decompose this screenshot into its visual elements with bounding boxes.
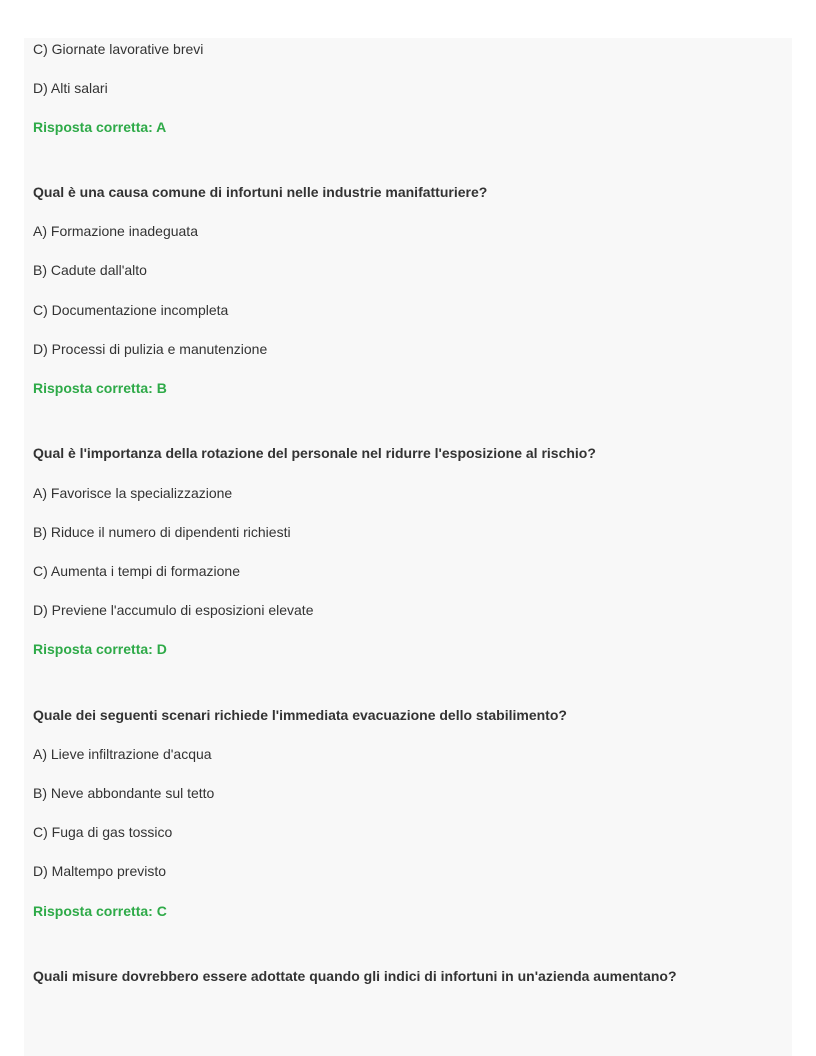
- question-text: Qual è l'importanza della rotazione del personale nel ridurre l'esposizione al rischio?: [33, 445, 596, 461]
- correct-answer: Risposta corretta: A: [33, 119, 167, 135]
- option-d: D) Previene l'accumulo di esposizioni elevate: [33, 602, 314, 618]
- option-c: C) Aumenta i tempi di formazione: [33, 563, 240, 579]
- correct-answer: Risposta corretta: B: [33, 380, 167, 396]
- option-d: D) Maltempo previsto: [33, 863, 167, 879]
- option-a: A) Formazione inadeguata: [33, 223, 198, 239]
- option-c: C) Fuga di gas tossico: [33, 824, 173, 840]
- option-a: A) Lieve infiltrazione d'acqua: [33, 746, 212, 762]
- option-b: B) Neve abbondante sul tetto: [33, 785, 215, 801]
- question-text: Quali misure dovrebbero essere adottate quando gli indici di infortuni in un'azienda aumentano?: [33, 968, 677, 984]
- correct-answer: Risposta corretta: C: [33, 903, 167, 919]
- option-c: C) Giornate lavorative brevi: [33, 41, 204, 57]
- option-a: A) Favorisce la specializzazione: [33, 485, 233, 501]
- option-d: D) Alti salari: [33, 80, 108, 96]
- option-b: B) Riduce il numero di dipendenti richiesti: [33, 524, 291, 540]
- option-b: B) Cadute dall'alto: [33, 262, 147, 278]
- question-text: Qual è una causa comune di infortuni nelle industrie manifatturiere?: [33, 184, 488, 200]
- correct-answer: Risposta corretta: D: [33, 641, 167, 657]
- option-d: D) Processi di pulizia e manutenzione: [33, 341, 268, 357]
- option-c: C) Documentazione incompleta: [33, 302, 229, 318]
- question-text: Quale dei seguenti scenari richiede l'immediata evacuazione dello stabilimento?: [33, 707, 567, 723]
